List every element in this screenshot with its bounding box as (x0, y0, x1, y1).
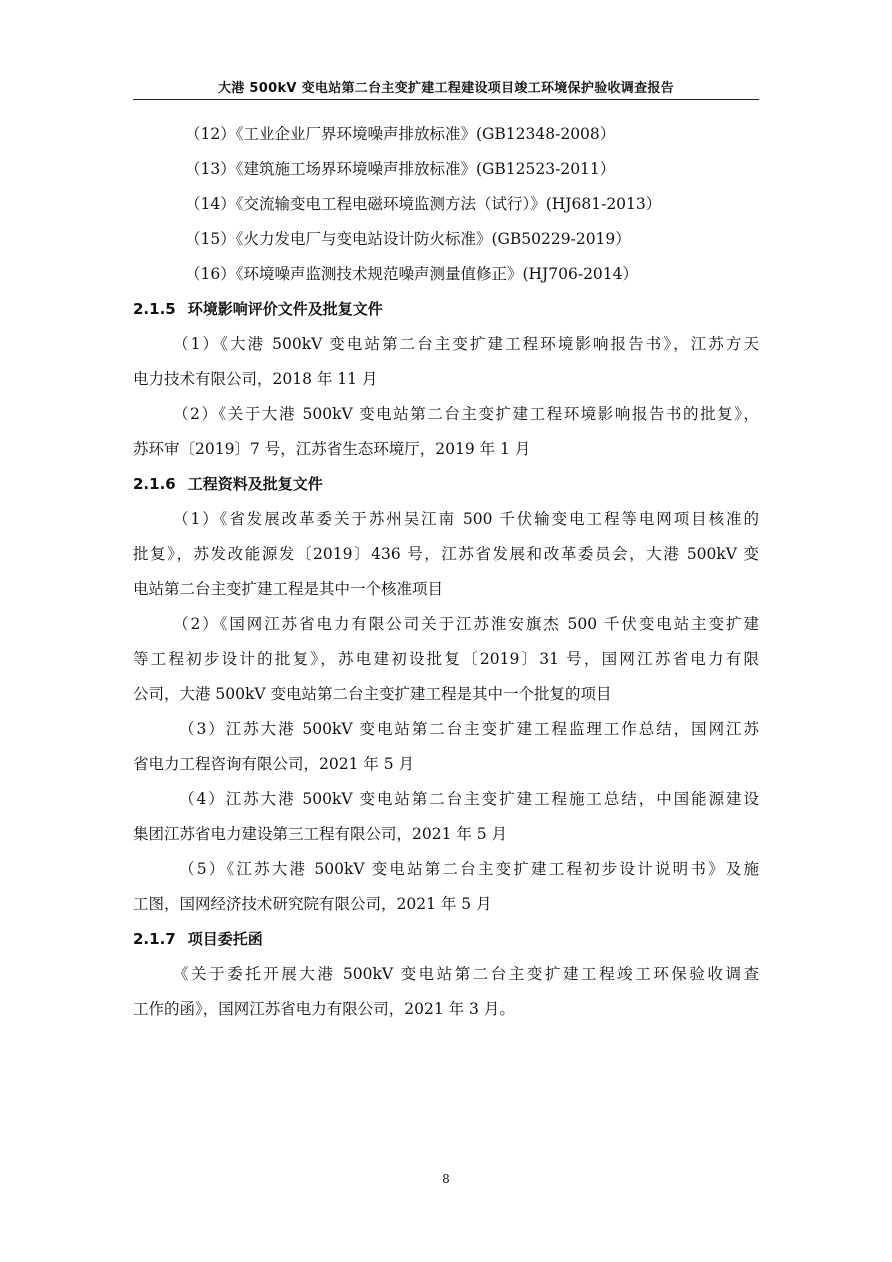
section-title: 项目委托函 (187, 930, 263, 948)
paragraph-line: 《关于委托开展大港 500kV 变电站第二台主变扩建工程竣工环保验收调查 (173, 965, 759, 983)
reference-item: （16）《环境噪声监测技术规范噪声测量值修正》(HJ706-2014） (185, 265, 639, 283)
paragraph-line: （1）《省发展改革委关于苏州吴江南 500 千伏输变电工程等电网项目核准的 (173, 510, 759, 528)
paragraph-line: （1）《大港 500kV 变电站第二台主变扩建工程环境影响报告书》，江苏方天 (173, 335, 759, 353)
section-heading-2-1-7 (133, 922, 759, 957)
paragraph-line: 省电力工程咨询有限公司，2021 年 5 月 (133, 755, 415, 773)
paragraph-line: 批复》，苏发改能源发〔2019〕436 号，江苏省发展和改革委员会，大港 500kV 变 (133, 545, 759, 563)
section-number: 2.1.5 (133, 300, 176, 318)
page-body (133, 117, 759, 1027)
paragraph-line: （2）《关于大港 500kV 变电站第二台主变扩建工程环境影响报告书的批复》， (173, 405, 759, 423)
paragraph-line: （3）江苏大港 500kV 变电站第二台主变扩建工程监理工作总结，国网江苏 (179, 720, 759, 738)
section-title: 工程资料及批复文件 (187, 475, 323, 493)
paragraph-line: 电站第二台主变扩建工程是其中一个核准项目 (133, 580, 444, 598)
paragraph-line: 集团江苏省电力建设第三工程有限公司，2021 年 5 月 (133, 825, 508, 843)
reference-item: （13）《建筑施工场界环境噪声排放标准》(GB12523-2011） (185, 160, 616, 178)
header-rule (133, 99, 759, 100)
section-number: 2.1.6 (133, 475, 176, 493)
paragraph-line: 公司，大港 500kV 变电站第二台主变扩建工程是其中一个批复的项目 (133, 685, 612, 703)
section-title: 环境影响评价文件及批复文件 (187, 300, 383, 318)
page-number: 8 (442, 1172, 450, 1186)
paragraph-line: （2）《国网江苏省电力有限公司关于江苏淮安旗杰 500 千伏变电站主变扩建 (173, 615, 759, 633)
section-heading-2-1-6 (133, 467, 759, 502)
paragraph-line: 电力技术有限公司，2018 年 11 月 (133, 370, 378, 388)
paragraph-line: 工作的函》，国网江苏省电力有限公司，2021 年 3 月。 (133, 1000, 515, 1018)
paragraph-line: 等工程初步设计的批复》，苏电建初设批复〔2019〕31 号，国网江苏省电力有限 (133, 650, 759, 668)
paragraph-line: （4）江苏大港 500kV 变电站第二台主变扩建工程施工总结，中国能源建设 (179, 790, 759, 808)
running-header: 大港 500kV 变电站第二台主变扩建工程建设项目竣工环境保护验收调查报告 (218, 81, 674, 96)
paragraph-line: 苏环审〔2019〕7 号，江苏省生态环境厅，2019 年 1 月 (133, 440, 531, 458)
reference-item: （12）《工业企业厂界环境噪声排放标准》(GB12348-2008） (185, 125, 616, 143)
paragraph-line: （5）《江苏大港 500kV 变电站第二台主变扩建工程初步设计说明书》及施 (179, 860, 759, 878)
reference-item: （15）《火力发电厂与变电站设计防火标准》(GB50229-2019） (185, 230, 631, 248)
section-heading-2-1-5 (133, 292, 759, 327)
reference-item: （14）《交流输变电工程电磁环境监测方法（试行）》(HJ681-2013） (185, 195, 662, 213)
paragraph-line: 工图，国网经济技术研究院有限公司，2021 年 5 月 (133, 895, 492, 913)
section-number: 2.1.7 (133, 930, 176, 948)
